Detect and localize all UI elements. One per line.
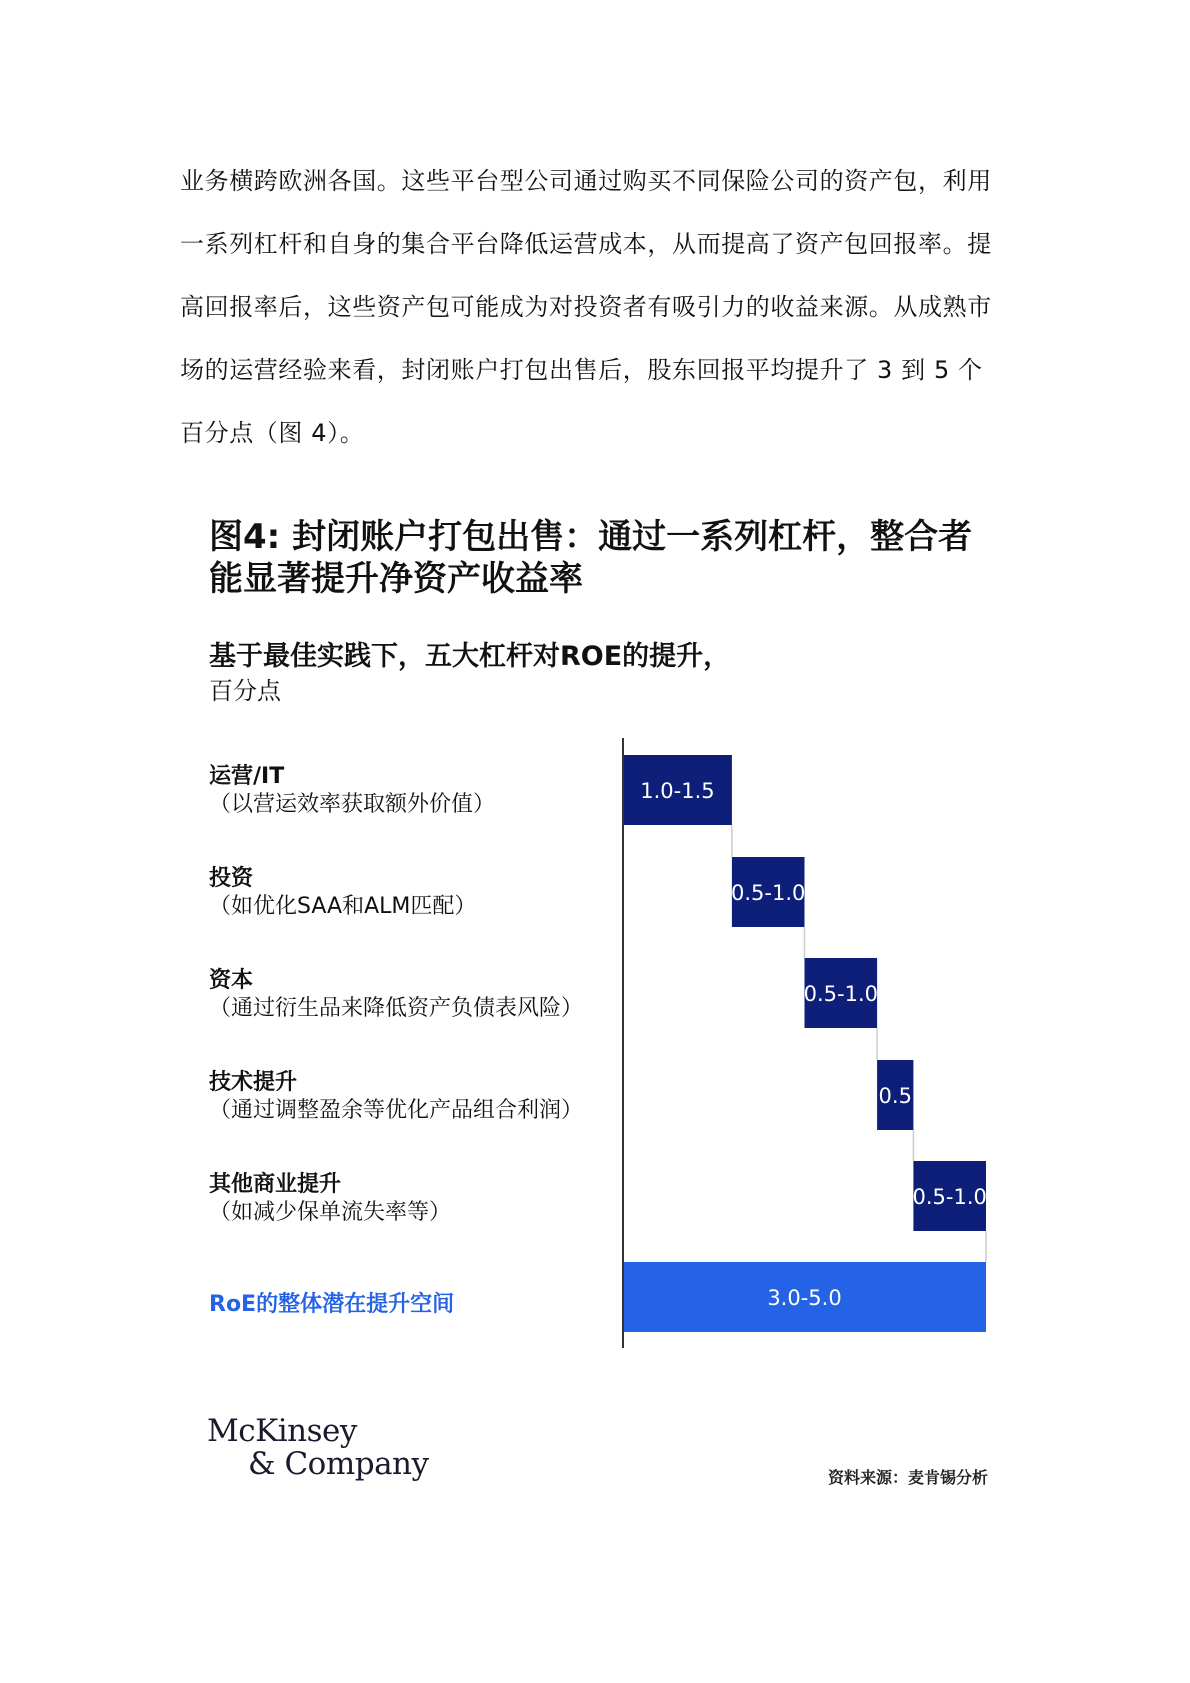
bar-value-label: 0.5-1.0 [731, 881, 806, 905]
lever-description: （通过衍生品来降低资产负债表风险） [209, 996, 584, 1021]
bar-value-label: 3.0-5.0 [767, 1286, 842, 1310]
bar-value-label: 0.5-1.0 [803, 982, 878, 1006]
paragraph-line: 场的运营经验来看，封闭账户打包出售后，股东回报平均提升了 3 到 5 个 [180, 356, 983, 384]
bar-value-label: 0.5 [878, 1084, 912, 1108]
lever-description: （以营运效率获取额外价值） [209, 792, 496, 817]
paragraph-line: 一系列杠杆和自身的集合平台降低运营成本，从而提高了资产包回报率。提 [180, 230, 992, 258]
figure-subtitle: 基于最佳实践下，五大杠杆对ROE的提升， [209, 641, 731, 672]
lever-name: 技术提升 [209, 1070, 298, 1095]
total-label: RoE的整体潜在提升空间 [209, 1292, 455, 1317]
source-note: 资料来源：麦肯锡分析 [827, 1468, 988, 1487]
paragraph-line: 高回报率后，这些资产包可能成为对投资者有吸引力的收益来源。从成熟市 [180, 293, 992, 321]
figure-title-line: 能显著提升净资产收益率 [209, 559, 583, 599]
lever-description: （如优化SAA和ALM匹配） [209, 894, 477, 919]
lever-name: 其他商业提升 [209, 1172, 342, 1197]
lever-description: （如减少保单流失率等） [209, 1200, 452, 1225]
paragraph-line: 业务横跨欧洲各国。这些平台型公司通过购买不同保险公司的资产包，利用 [180, 167, 992, 195]
lever-description: （通过调整盈余等优化产品组合利润） [209, 1098, 584, 1123]
paragraph-line: 百分点（图 4）。 [180, 419, 365, 447]
figure-unit: 百分点 [209, 677, 281, 705]
bar-value-label: 1.0-1.5 [640, 779, 715, 803]
mckinsey-logo [207, 1415, 429, 1481]
figure-title-line: 图4: 封闭账户打包出售：通过一系列杠杆，整合者 [209, 517, 973, 557]
bar-value-label: 0.5-1.0 [912, 1185, 987, 1209]
lever-name: 投资 [209, 866, 254, 891]
lever-name: 资本 [209, 968, 254, 993]
logo-line: McKinsey [207, 1413, 357, 1449]
logo-line: & Company [248, 1446, 429, 1482]
lever-name: 运营/IT [209, 764, 285, 789]
